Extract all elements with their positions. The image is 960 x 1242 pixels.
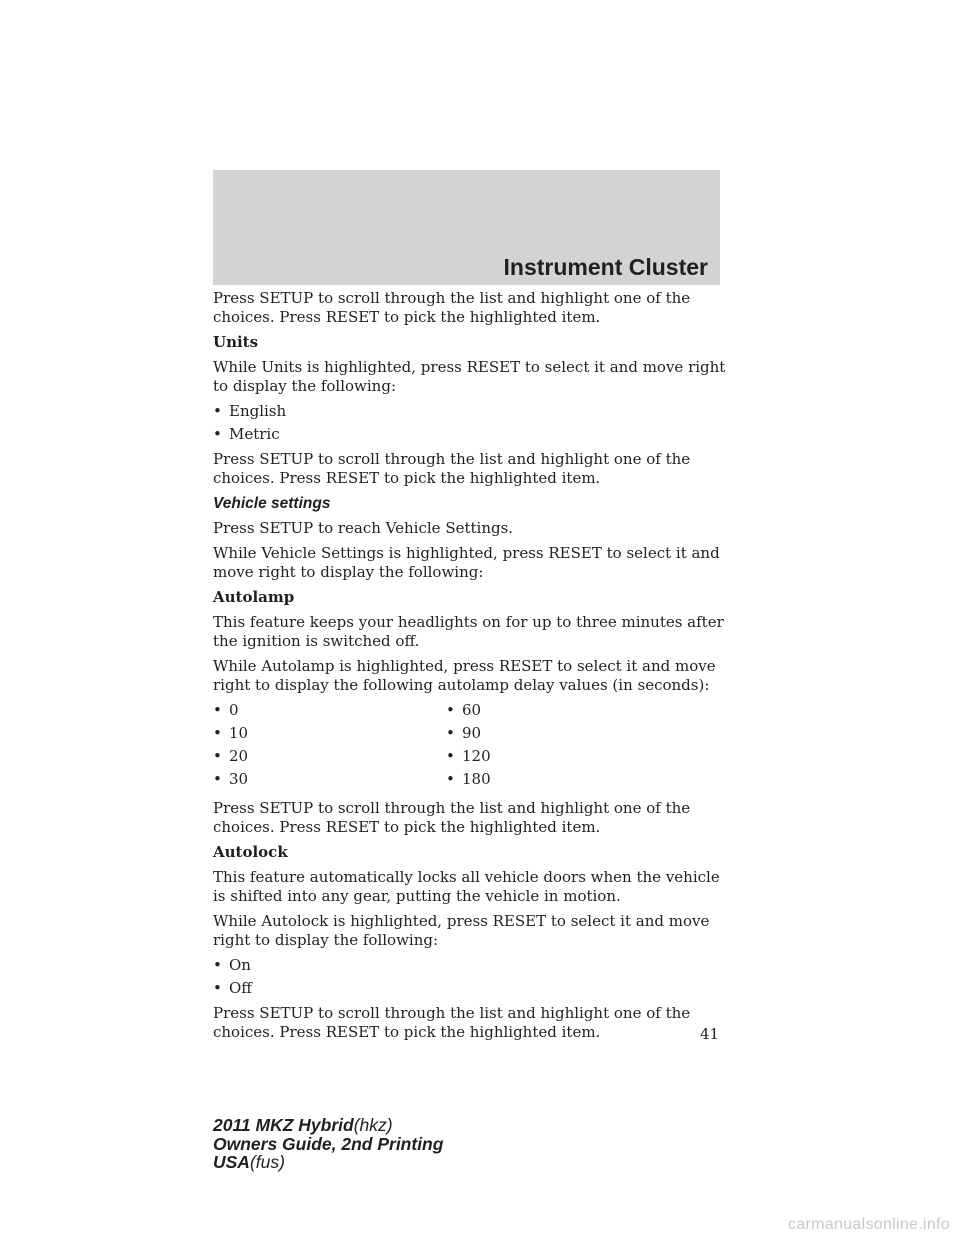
bullet-icon: • — [213, 402, 222, 420]
list-item: • 180 — [446, 770, 491, 788]
list-item: • English — [213, 402, 287, 420]
paragraph: Press SETUP to reach Vehicle Settings. — [213, 519, 514, 537]
heading-units: Units — [213, 333, 259, 351]
page-content — [213, 289, 733, 1048]
page-number: 41 — [700, 1025, 720, 1043]
paragraph: Press SETUP to scroll through the list and highlight one of the choices. Press RESET to pick the highlighted item. — [213, 799, 691, 836]
list-item: • 90 — [446, 724, 482, 742]
delay-values-columns — [213, 701, 733, 793]
bullet-icon: • — [213, 747, 222, 765]
heading-autolamp: Autolamp — [213, 588, 295, 606]
footer-line-3: USA(fus) — [213, 1152, 285, 1172]
paragraph: While Autolamp is highlighted, press RESET to select it and move right to display the following autolamp delay values (in seconds): — [213, 657, 716, 694]
print-footer — [213, 1116, 443, 1172]
paragraph: Press SETUP to scroll through the list and highlight one of the choices. Press RESET to pick the highlighted item. — [213, 289, 691, 326]
bullet-icon: • — [213, 724, 222, 742]
bullet-icon: • — [446, 770, 455, 788]
list-item: • Off — [213, 979, 252, 997]
list-item: • 0 — [213, 701, 239, 719]
bullet-icon: • — [213, 956, 222, 974]
paragraph: While Vehicle Settings is highlighted, press RESET to select it and move right to display the following: — [213, 544, 720, 581]
list-item: • Metric — [213, 425, 280, 443]
bullet-icon: • — [446, 724, 455, 742]
paragraph: While Autolock is highlighted, press RESET to select it and move right to display the following: — [213, 912, 710, 949]
watermark: carmanualsonline.info — [788, 1216, 950, 1233]
autolock-list — [213, 956, 733, 998]
paragraph: While Units is highlighted, press RESET to select it and move right to display the following: — [213, 358, 726, 395]
bullet-icon: • — [446, 747, 455, 765]
delay-list-left — [213, 701, 446, 793]
heading-autolock: Autolock — [213, 843, 288, 861]
list-item: • 30 — [213, 770, 249, 788]
bullet-icon: • — [213, 979, 222, 997]
bullet-icon: • — [213, 701, 222, 719]
paragraph: This feature automatically locks all vehicle doors when the vehicle is shifted into any gear, putting the vehicle in motion. — [213, 868, 720, 905]
paragraph: Press SETUP to scroll through the list and highlight one of the choices. Press RESET to pick the highlighted item. — [213, 450, 691, 487]
units-list — [213, 402, 733, 444]
paragraph: Press SETUP to scroll through the list and highlight one of the choices. Press RESET to pick the highlighted item. — [213, 1004, 691, 1041]
footer-line-1: 2011 MKZ Hybrid(hkz) — [213, 1115, 393, 1135]
footer-line-2: Owners Guide, 2nd Printing — [213, 1133, 444, 1154]
list-item: • 60 — [446, 701, 482, 719]
bullet-icon: • — [213, 425, 222, 443]
list-item: • 20 — [213, 747, 249, 765]
list-item: • On — [213, 956, 251, 974]
bullet-icon: • — [213, 770, 222, 788]
bullet-icon: • — [446, 701, 455, 719]
section-title: Instrument Cluster — [503, 254, 708, 280]
paragraph: This feature keeps your headlights on for up to three minutes after the ignition is switched off. — [213, 613, 724, 650]
list-item: • 10 — [213, 724, 249, 742]
section-header-band — [213, 170, 720, 285]
list-item: • 120 — [446, 747, 491, 765]
delay-list-right — [446, 701, 679, 793]
heading-vehicle-settings: Vehicle settings — [213, 495, 331, 512]
